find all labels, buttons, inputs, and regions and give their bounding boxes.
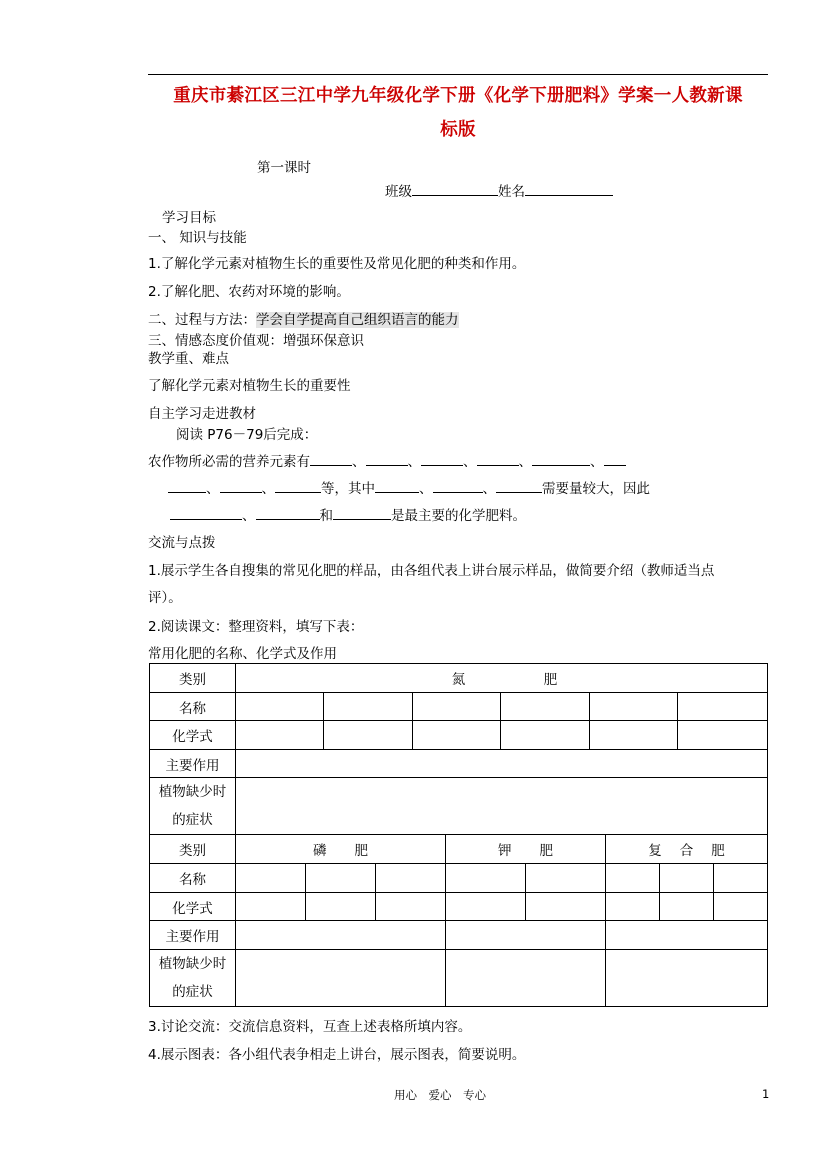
name-label: 名称 bbox=[150, 864, 236, 893]
activity-4: 4.展示图表：各小组代表争相走上讲台，展示图表，简要说明。 bbox=[148, 1047, 526, 1063]
goal-item-1: 1.了解化学元素对植物生长的重要性及常见化肥的种类和作用。 bbox=[148, 256, 526, 272]
key-points-heading: 教学重、难点 bbox=[148, 351, 229, 367]
activity-3: 3.讨论交流：交流信息资料，互查上述表格所填内容。 bbox=[148, 1019, 472, 1035]
category-label: 类别 bbox=[150, 664, 236, 693]
table-cell[interactable] bbox=[236, 778, 768, 835]
page-number: 1 bbox=[762, 1087, 770, 1101]
blank[interactable] bbox=[168, 478, 206, 493]
separator: 、 bbox=[261, 481, 275, 497]
blank[interactable] bbox=[220, 478, 262, 493]
potassium-header bbox=[446, 835, 606, 864]
blank[interactable] bbox=[310, 451, 352, 466]
table-cell[interactable] bbox=[660, 864, 714, 893]
deficiency-label bbox=[150, 950, 236, 1007]
deficiency-label-line2: 的症状 bbox=[172, 812, 213, 828]
table-cell[interactable] bbox=[376, 864, 446, 893]
fill-prefix: 农作物所必需的营养元素有 bbox=[148, 454, 310, 470]
table-cell[interactable] bbox=[236, 921, 446, 950]
main-use-label: 主要作用 bbox=[150, 750, 236, 778]
table-cell[interactable] bbox=[606, 864, 660, 893]
compound-header bbox=[606, 835, 768, 864]
section-attitude: 三、情感态度价值观：增强环保意识 bbox=[148, 333, 364, 349]
class-input[interactable] bbox=[412, 181, 498, 196]
name-label: 姓名 bbox=[498, 184, 525, 200]
table-cell[interactable] bbox=[413, 693, 501, 721]
reading-instruction: 阅读 P76－79后完成： bbox=[176, 427, 318, 443]
blank[interactable] bbox=[170, 505, 242, 520]
table-cell[interactable] bbox=[660, 893, 714, 921]
separator: 、 bbox=[407, 454, 421, 470]
table-cell[interactable] bbox=[501, 693, 590, 721]
pk-compound-table bbox=[149, 834, 768, 1007]
table-cell[interactable] bbox=[306, 893, 376, 921]
separator: 、 bbox=[352, 454, 366, 470]
table-cell[interactable] bbox=[446, 893, 526, 921]
table-cell[interactable] bbox=[446, 921, 606, 950]
blank[interactable] bbox=[532, 451, 590, 466]
separator: 、 bbox=[463, 454, 477, 470]
separator: 、 bbox=[242, 508, 256, 524]
blank[interactable] bbox=[433, 478, 483, 493]
table-cell[interactable] bbox=[324, 721, 413, 750]
fill-end: 需要量较大，因此 bbox=[542, 481, 650, 497]
table-cell[interactable] bbox=[526, 864, 606, 893]
class-label: 班级 bbox=[385, 184, 412, 200]
blank[interactable] bbox=[496, 478, 542, 493]
activity-1-line1: 1.展示学生各自搜集的常见化肥的样品，由各组代表上讲台展示样品，做简要介绍（教师适当点 bbox=[148, 563, 715, 579]
fill-line-1 bbox=[148, 450, 626, 470]
section-knowledge: 一、 知识与技能 bbox=[148, 230, 247, 246]
table-cell[interactable] bbox=[590, 721, 678, 750]
table-cell[interactable] bbox=[446, 950, 606, 1007]
section-process-label: 二、过程与方法： bbox=[148, 312, 256, 328]
table-cell[interactable] bbox=[236, 721, 324, 750]
name-input[interactable] bbox=[525, 181, 613, 196]
blank[interactable] bbox=[366, 451, 408, 466]
separator: 、 bbox=[419, 481, 433, 497]
nitrogen-char: 肥 bbox=[543, 672, 558, 688]
nitrogen-table bbox=[149, 663, 768, 835]
fill-and: 和 bbox=[319, 508, 333, 524]
blank[interactable] bbox=[256, 505, 320, 520]
fill-line-3 bbox=[170, 504, 526, 524]
deficiency-label bbox=[150, 778, 236, 835]
nitrogen-char: 氮 bbox=[451, 672, 466, 688]
header-rule bbox=[148, 74, 768, 75]
table-cell[interactable] bbox=[590, 693, 678, 721]
fill-mid: 等，其中 bbox=[321, 481, 375, 497]
fill-end: 是最主要的化学肥料。 bbox=[391, 508, 526, 524]
table-cell[interactable] bbox=[526, 893, 606, 921]
name-label: 名称 bbox=[150, 693, 236, 721]
blank[interactable] bbox=[375, 478, 419, 493]
formula-label: 化学式 bbox=[150, 721, 236, 750]
nitrogen-header bbox=[236, 664, 768, 693]
document-title-line1: 重庆市綦江区三江中学九年级化学下册《化学下册肥料》学案一人教新课 bbox=[173, 86, 743, 106]
table-cell[interactable] bbox=[376, 893, 446, 921]
table-cell[interactable] bbox=[236, 864, 306, 893]
table-cell[interactable] bbox=[606, 921, 768, 950]
activity-1-line2: 评）。 bbox=[148, 590, 182, 606]
table-cell[interactable] bbox=[324, 693, 413, 721]
document-title-line2: 标版 bbox=[440, 120, 476, 140]
deficiency-label-line1: 植物缺少时 bbox=[158, 784, 227, 800]
separator: 、 bbox=[518, 454, 532, 470]
compound-char: 合 bbox=[679, 843, 694, 859]
self-study-heading: 自主学习走进教材 bbox=[148, 406, 256, 422]
exchange-heading: 交流与点拨 bbox=[148, 535, 216, 551]
separator: 、 bbox=[206, 481, 220, 497]
lesson-label: 第一课时 bbox=[257, 160, 311, 176]
compound-char: 复 bbox=[648, 843, 662, 859]
footer-motto: 用心 爱心 专心 bbox=[394, 1088, 486, 1102]
table-cell[interactable] bbox=[236, 893, 306, 921]
table-cell[interactable] bbox=[236, 750, 768, 778]
table-cell[interactable] bbox=[236, 950, 446, 1007]
section-process-highlight: 学会自学提高自己组织语言的能力 bbox=[256, 312, 459, 328]
deficiency-label-line2: 的症状 bbox=[172, 984, 213, 1000]
section-process bbox=[148, 308, 459, 328]
blank[interactable] bbox=[477, 451, 519, 466]
table-cell[interactable] bbox=[678, 693, 768, 721]
phosphorus-char: 肥 bbox=[354, 843, 369, 859]
table-cell[interactable] bbox=[714, 864, 768, 893]
potassium-char: 肥 bbox=[539, 843, 554, 859]
table-cell[interactable] bbox=[306, 864, 376, 893]
table-cell[interactable] bbox=[236, 693, 324, 721]
table-cell[interactable] bbox=[413, 721, 501, 750]
compound-char: 肥 bbox=[711, 843, 725, 859]
category-label: 类别 bbox=[150, 835, 236, 864]
blank[interactable] bbox=[421, 451, 463, 466]
formula-label: 化学式 bbox=[150, 893, 236, 921]
potassium-char: 钾 bbox=[498, 843, 512, 859]
table-cell[interactable] bbox=[501, 721, 590, 750]
phosphorus-char: 磷 bbox=[313, 843, 327, 859]
class-name-line bbox=[385, 180, 613, 200]
table-cell[interactable] bbox=[606, 893, 660, 921]
blank[interactable] bbox=[333, 505, 391, 520]
separator: 、 bbox=[590, 454, 604, 470]
activity-2: 2.阅读课文：整理资料，填写下表： bbox=[148, 619, 364, 635]
deficiency-label-line1: 植物缺少时 bbox=[158, 956, 227, 972]
phosphorus-header bbox=[236, 835, 446, 864]
table-cell[interactable] bbox=[446, 864, 526, 893]
separator: 、 bbox=[482, 481, 496, 497]
key-points-text: 了解化学元素对植物生长的重要性 bbox=[148, 378, 351, 394]
blank[interactable] bbox=[275, 478, 321, 493]
table-cell[interactable] bbox=[714, 893, 768, 921]
goals-heading: 学习目标 bbox=[162, 210, 216, 226]
blank[interactable] bbox=[604, 451, 626, 466]
fill-line-2 bbox=[168, 477, 650, 497]
goal-item-2: 2.了解化肥、农药对环境的影响。 bbox=[148, 284, 350, 300]
table-caption: 常用化肥的名称、化学式及作用 bbox=[148, 646, 337, 662]
table-cell[interactable] bbox=[678, 721, 768, 750]
main-use-label: 主要作用 bbox=[150, 921, 236, 950]
table-cell[interactable] bbox=[606, 950, 768, 1007]
